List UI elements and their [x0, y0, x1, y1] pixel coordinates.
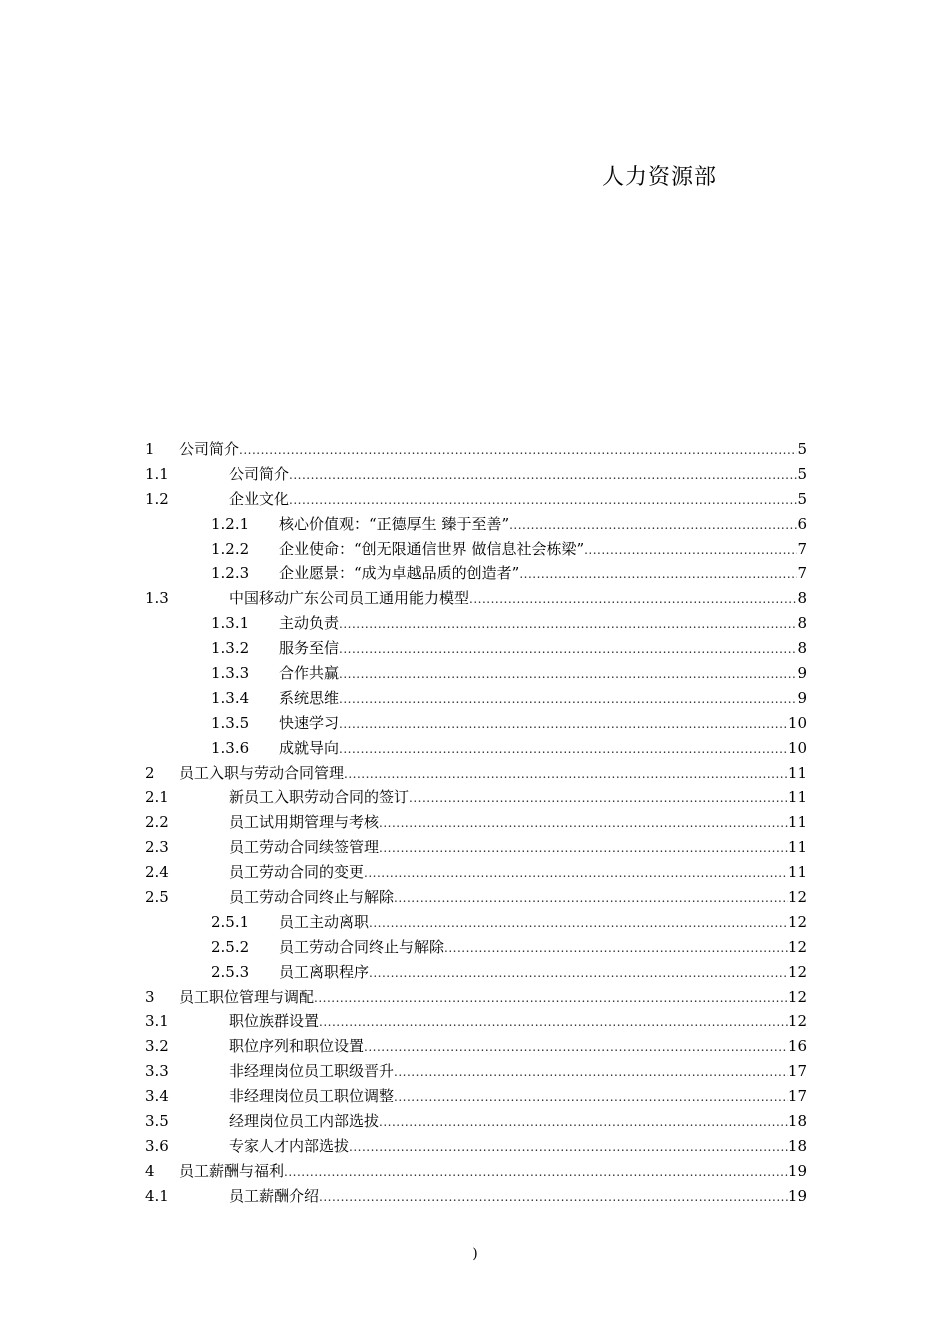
toc-entry-title: 员工薪酬介绍 [229, 1186, 320, 1205]
toc-entry-number: 2.5.1 [211, 912, 250, 931]
toc-entry-page: 11 [787, 838, 807, 857]
toc-entry[interactable] [145, 1109, 807, 1134]
toc-entry-title: 企业愿景：“成为卓越品质的创造者” [279, 564, 520, 583]
toc-entry-title: 成就导向 [279, 738, 340, 757]
toc-entry-page: 8 [797, 639, 807, 658]
toc-entry[interactable] [145, 462, 807, 487]
toc-entry[interactable] [145, 537, 807, 562]
toc-entry-title: 员工入职与劳动合同管理 [179, 763, 345, 782]
toc-dot-leader [284, 1160, 788, 1185]
toc-dot-leader [364, 1035, 788, 1060]
toc-entry-title: 员工职位管理与调配 [179, 987, 315, 1006]
toc-entry-number: 3.4 [145, 1087, 169, 1106]
toc-entry-page: 11 [787, 788, 807, 807]
toc-entry[interactable] [145, 810, 807, 835]
toc-entry-number: 3.3 [145, 1062, 169, 1081]
toc-entry[interactable] [145, 835, 807, 860]
toc-entry[interactable] [145, 1009, 807, 1034]
toc-dot-leader [339, 737, 788, 762]
toc-dot-leader [394, 1085, 788, 1110]
toc-entry[interactable] [145, 960, 807, 985]
toc-entry-page: 6 [797, 514, 807, 533]
toc-entry-page: 12 [787, 987, 807, 1006]
toc-entry-number: 2.4 [145, 863, 169, 882]
toc-entry-number: 3.6 [145, 1136, 169, 1155]
toc-entry[interactable] [145, 561, 807, 586]
toc-entry-page: 16 [787, 1037, 807, 1056]
toc-entry-page: 12 [787, 912, 807, 931]
toc-entry-number: 3.2 [145, 1037, 169, 1056]
toc-dot-leader [364, 861, 788, 886]
toc-entry-number: 2.3 [145, 838, 169, 857]
toc-entry-title: 主动负责 [279, 614, 340, 633]
toc-entry-title: 员工劳动合同的变更 [229, 863, 365, 882]
toc-entry-page: 8 [797, 589, 807, 608]
toc-entry[interactable] [145, 1134, 807, 1159]
toc-dot-leader [379, 836, 788, 861]
table-of-contents [145, 437, 807, 1209]
toc-entry-page: 7 [797, 539, 807, 558]
toc-entry[interactable] [145, 661, 807, 686]
toc-entry[interactable] [145, 586, 807, 611]
toc-entry-page: 19 [787, 1161, 807, 1180]
toc-entry-number: 1 [145, 440, 155, 458]
toc-entry-page: 8 [797, 614, 807, 633]
toc-dot-leader [379, 811, 788, 836]
toc-entry-title: 中国移动广东公司员工通用能力模型 [229, 589, 470, 608]
toc-entry-number: 3.5 [145, 1112, 169, 1131]
toc-entry-page: 11 [787, 863, 807, 882]
toc-entry-number: 1.2.1 [211, 514, 250, 533]
toc-dot-leader [339, 687, 797, 712]
toc-entry-page: 18 [787, 1136, 807, 1155]
toc-entry-page: 12 [787, 962, 807, 981]
page-footer: ) [472, 1246, 478, 1262]
toc-entry[interactable] [145, 935, 807, 960]
toc-entry-number: 1.3.4 [211, 688, 250, 707]
toc-entry-number: 2.2 [145, 813, 169, 832]
toc-entry-number: 1.3 [145, 589, 169, 608]
toc-entry[interactable] [145, 910, 807, 935]
toc-dot-leader [319, 1185, 788, 1210]
toc-entry[interactable] [145, 512, 807, 537]
toc-entry-page: 7 [797, 564, 807, 583]
toc-entry-title: 非经理岗位员工职级晋升 [229, 1062, 395, 1081]
toc-dot-leader [239, 438, 797, 463]
toc-entry-title: 员工劳动合同续签管理 [229, 838, 380, 857]
toc-entry-page: 5 [797, 489, 807, 508]
toc-entry-title: 专家人才内部选拔 [229, 1136, 350, 1155]
toc-entry-title: 员工薪酬与福利 [179, 1161, 285, 1180]
toc-entry-number: 1.3.6 [211, 738, 250, 757]
toc-entry[interactable] [145, 1059, 807, 1084]
toc-entry[interactable] [145, 711, 807, 736]
toc-entry-number: 2.5.3 [211, 962, 250, 981]
toc-entry[interactable] [145, 761, 807, 786]
toc-entry[interactable] [145, 885, 807, 910]
toc-entry-number: 3.1 [145, 1012, 169, 1031]
toc-dot-leader [509, 513, 797, 538]
toc-entry-page: 10 [787, 738, 807, 757]
toc-entry[interactable] [145, 860, 807, 885]
toc-dot-leader [314, 986, 788, 1011]
toc-entry-title: 职位序列和职位设置 [229, 1037, 365, 1056]
toc-entry-number: 1.2 [145, 489, 169, 508]
toc-entry-page: 11 [787, 763, 807, 782]
toc-entry-number: 1.3.2 [211, 639, 250, 658]
toc-entry-page: 12 [787, 937, 807, 956]
toc-entry-page: 18 [787, 1112, 807, 1131]
toc-entry-title: 企业使命：“创无限通信世界 做信息社会栋梁” [279, 539, 585, 558]
toc-entry-title: 经理岗位员工内部选拔 [229, 1112, 380, 1131]
toc-entry[interactable] [145, 985, 807, 1010]
toc-entry[interactable] [145, 1184, 807, 1209]
toc-entry-number: 1.3.3 [211, 664, 250, 683]
toc-entry-page: 12 [787, 1012, 807, 1031]
toc-dot-leader [344, 762, 788, 787]
toc-entry[interactable] [145, 1084, 807, 1109]
toc-entry-number: 1.3.1 [211, 614, 250, 633]
toc-entry-number: 2 [145, 763, 155, 782]
toc-entry-title: 新员工入职劳动合同的签订 [229, 788, 410, 807]
toc-entry-page: 9 [797, 688, 807, 707]
toc-entry-title: 员工试用期管理与考核 [229, 813, 380, 832]
toc-dot-leader [519, 562, 797, 587]
toc-entry-page: 11 [787, 813, 807, 832]
toc-entry-number: 1.1 [145, 464, 169, 483]
toc-entry-title: 合作共赢 [279, 664, 340, 683]
toc-entry-title: 系统思维 [279, 688, 340, 707]
toc-dot-leader [339, 712, 788, 737]
toc-entry-page: 9 [797, 664, 807, 683]
toc-dot-leader [369, 911, 788, 936]
toc-entry-page: 17 [787, 1062, 807, 1081]
toc-entry-title: 公司简介 [179, 440, 240, 458]
toc-entry-number: 1.2.2 [211, 539, 250, 558]
toc-dot-leader [339, 662, 797, 687]
toc-entry-page: 12 [787, 888, 807, 907]
toc-dot-leader [289, 463, 797, 488]
toc-entry-number: 1.3.5 [211, 713, 250, 732]
toc-entry[interactable] [145, 1159, 807, 1184]
toc-entry-number: 2.5 [145, 888, 169, 907]
toc-dot-leader [369, 961, 788, 986]
toc-entry-number: 3 [145, 987, 155, 1006]
toc-entry-title: 员工劳动合同终止与解除 [229, 888, 395, 907]
toc-entry-page: 5 [797, 440, 807, 458]
toc-dot-leader [444, 936, 788, 961]
toc-entry[interactable] [145, 636, 807, 661]
toc-entry[interactable] [145, 437, 807, 462]
toc-dot-leader [349, 1135, 788, 1160]
toc-entry-page: 17 [787, 1087, 807, 1106]
toc-entry[interactable] [145, 686, 807, 711]
toc-entry[interactable] [145, 785, 807, 810]
toc-entry-page: 10 [787, 713, 807, 732]
toc-dot-leader [394, 886, 788, 911]
department-title: 人力资源部 [602, 165, 718, 190]
toc-dot-leader [584, 538, 797, 563]
toc-entry-number: 2.1 [145, 788, 169, 807]
toc-entry-title: 员工主动离职 [279, 912, 370, 931]
toc-entry-number: 2.5.2 [211, 937, 250, 956]
toc-dot-leader [339, 637, 797, 662]
toc-entry-title: 公司简介 [229, 464, 290, 483]
toc-entry[interactable] [145, 1034, 807, 1059]
toc-entry-title: 核心价值观：“正德厚生 臻于至善” [279, 514, 510, 533]
toc-entry-title: 员工离职程序 [279, 962, 370, 981]
toc-entry-number: 4 [145, 1161, 155, 1180]
toc-entry-title: 非经理岗位员工职位调整 [229, 1087, 395, 1106]
toc-entry[interactable] [145, 487, 807, 512]
toc-entry-number: 4.1 [145, 1186, 169, 1205]
toc-entry-page: 5 [797, 464, 807, 483]
toc-dot-leader [469, 587, 797, 612]
toc-entry-title: 服务至信 [279, 639, 340, 658]
toc-dot-leader [289, 488, 797, 513]
toc-dot-leader [379, 1110, 788, 1135]
toc-dot-leader [409, 786, 788, 811]
toc-entry-number: 1.2.3 [211, 564, 250, 583]
toc-dot-leader [394, 1060, 788, 1085]
toc-entry-title: 职位族群设置 [229, 1012, 320, 1031]
toc-entry-page: 19 [787, 1186, 807, 1205]
toc-entry-title: 快速学习 [279, 713, 340, 732]
toc-entry-title: 员工劳动合同终止与解除 [279, 937, 445, 956]
toc-entry-title: 企业文化 [229, 489, 290, 508]
toc-dot-leader [319, 1010, 788, 1035]
toc-entry[interactable] [145, 611, 807, 636]
toc-dot-leader [339, 612, 797, 637]
toc-entry[interactable] [145, 736, 807, 761]
